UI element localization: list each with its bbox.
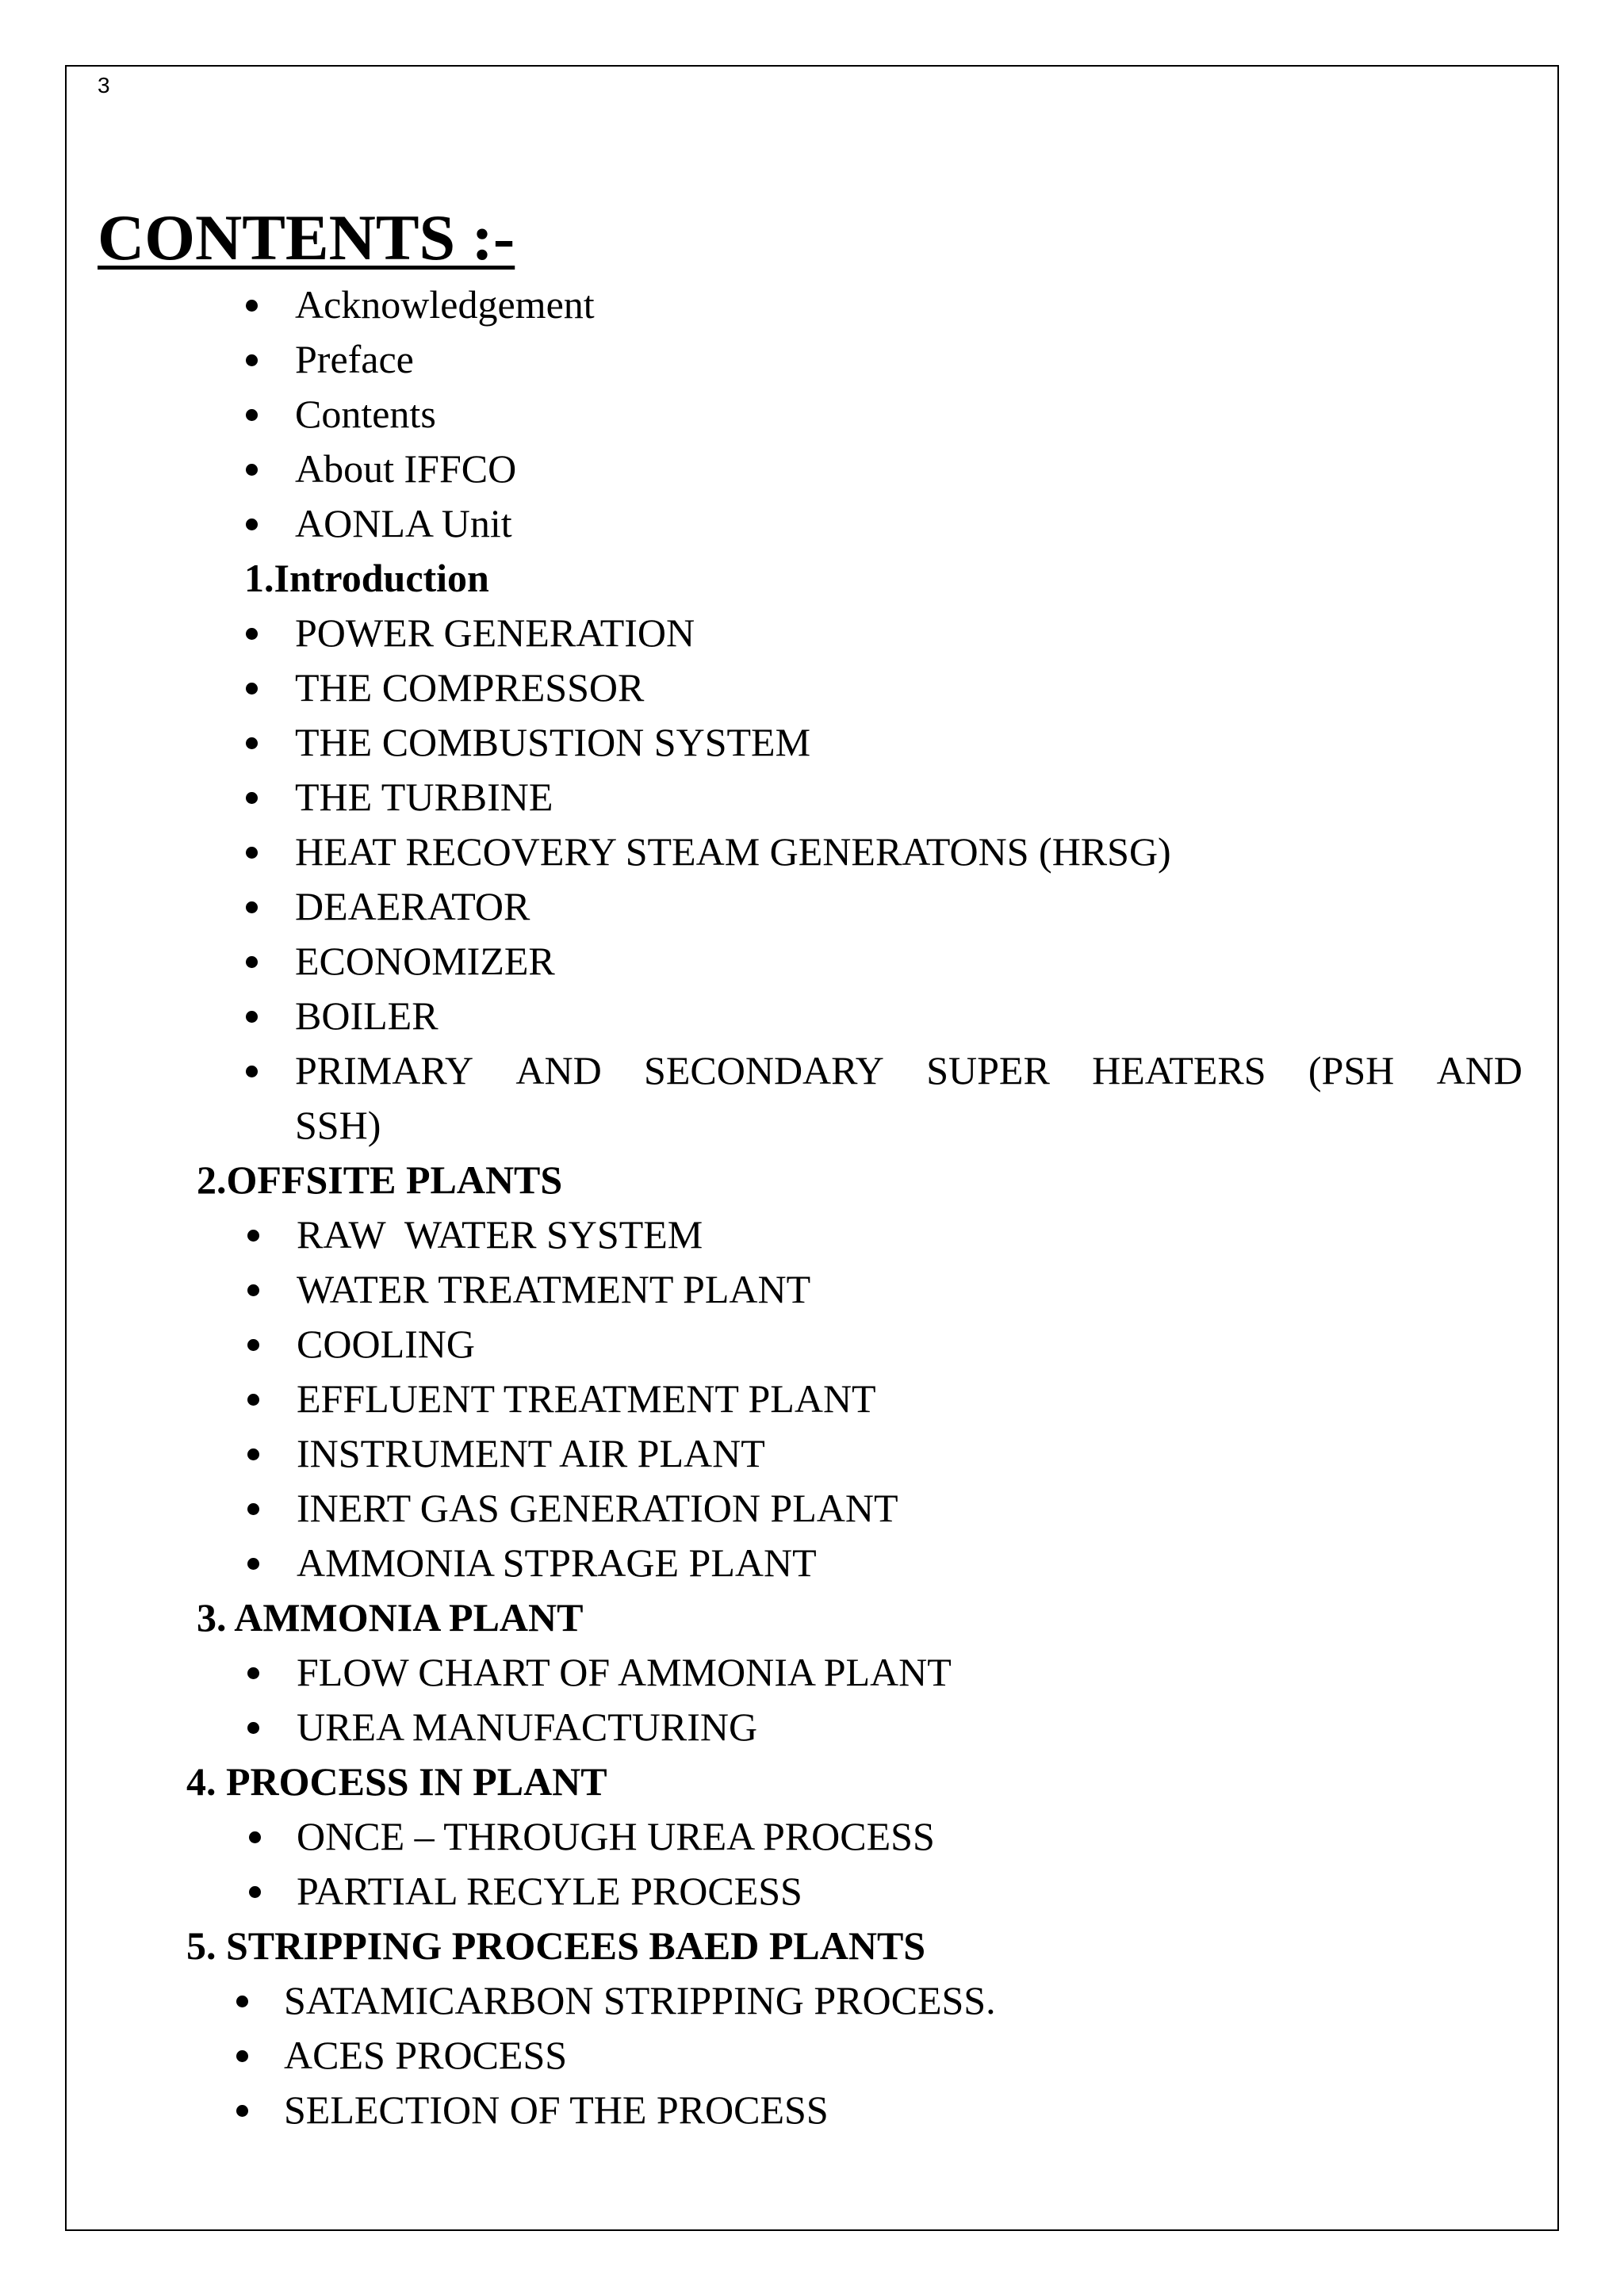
bullet-icon [247,1722,259,1734]
toc-item-label: RAW WATER SYSTEM [297,1212,703,1257]
word: AND [515,1048,602,1093]
word: SUPER [926,1048,1050,1093]
bullet-icon [247,1503,259,1515]
toc-item-label: THE COMBUSTION SYSTEM [295,720,811,764]
section-heading: 4. PROCESS IN PLANT [186,1759,607,1804]
bullet-icon [246,847,258,859]
toc-item-label: DEAERATOR [295,884,530,928]
toc-item-label: THE COMPRESSOR [295,665,645,710]
bullet-icon [246,409,258,421]
bullet-icon [246,354,258,366]
toc-item-label: INSTRUMENT AIR PLANT [297,1431,765,1475]
bullet-icon [246,628,258,640]
toc-item-label: EFFLUENT TREATMENT PLANT [297,1376,876,1421]
toc-item-label: COOLING [297,1322,475,1366]
bullet-icon [247,1558,259,1570]
section-heading: 1.Introduction [244,556,489,600]
toc-item-label: POWER GENERATION [295,610,695,655]
toc-item-label: UREA MANUFACTURING [297,1705,758,1749]
toc-item-label: AMMONIA STPRAGE PLANT [297,1540,817,1585]
page-title: CONTENTS :- [98,201,515,274]
toc-item-label: AONLA Unit [295,501,512,545]
toc-item-label [295,1043,1522,1153]
bullet-icon [246,519,258,530]
toc-item-label: SELECTION OF THE PROCESS [284,2087,829,2132]
bullet-icon [236,1996,248,2007]
toc-item-label: ONCE – THROUGH UREA PROCESS [297,1814,935,1858]
toc-item-label: Acknowledgement [295,282,595,327]
toc-item-label: WATER TREATMENT PLANT [297,1267,811,1311]
toc-item-wrapped [246,1043,1522,1153]
justified-line [295,1043,1522,1098]
bullet-icon [247,1394,259,1406]
toc-item-label: INERT GAS GENERATION PLANT [297,1486,898,1530]
section-heading: 3. AMMONIA PLANT [197,1595,584,1640]
bullet-icon [247,1230,259,1242]
toc-item-label: HEAT RECOVERY STEAM GENERATONS (HRSG) [295,829,1171,874]
bullet-icon [247,1284,259,1296]
toc-item-label: Preface [295,337,414,381]
bullet-icon [246,1066,258,1077]
word: HEATERS [1092,1048,1266,1093]
word: AND [1436,1048,1522,1093]
section-heading: 5. STRIPPING PROCEES BAED PLANTS [186,1923,926,1968]
page-number: 3 [98,73,110,98]
toc-item-label: Contents [295,392,436,436]
bullet-icon [246,792,258,804]
toc-item-label: SATAMICARBON STRIPPING PROCESS. [284,1978,996,2022]
bullet-icon [247,1339,259,1351]
toc-item-label: About IFFCO [295,446,517,491]
bullet-icon [246,956,258,968]
bullet-icon [249,1886,261,1898]
bullet-icon [246,901,258,913]
bullet-icon [236,2105,248,2117]
bullet-icon [246,737,258,749]
bullet-icon [249,1831,261,1843]
bullet-icon [246,300,258,312]
bullet-icon [246,464,258,476]
word: PRIMARY [295,1048,474,1093]
bullet-icon [247,1667,259,1679]
toc-item-label: THE TURBINE [295,775,553,819]
toc-item-label: ECONOMIZER [295,939,555,983]
bullet-icon [246,683,258,695]
section-heading: 2.OFFSITE PLANTS [197,1158,563,1202]
bullet-icon [246,1011,258,1023]
word: (PSH [1308,1048,1395,1093]
bullet-icon [247,1448,259,1460]
toc-item-label: ACES PROCESS [284,2033,568,2077]
bullet-icon [236,2050,248,2062]
word: SECONDARY [644,1048,884,1093]
toc-item-label: FLOW CHART OF AMMONIA PLANT [297,1650,952,1694]
toc-item-label: PARTIAL RECYLE PROCESS [297,1869,802,1913]
continuation-line: SSH) [295,1103,381,1147]
toc-item-label: BOILER [295,993,439,1038]
